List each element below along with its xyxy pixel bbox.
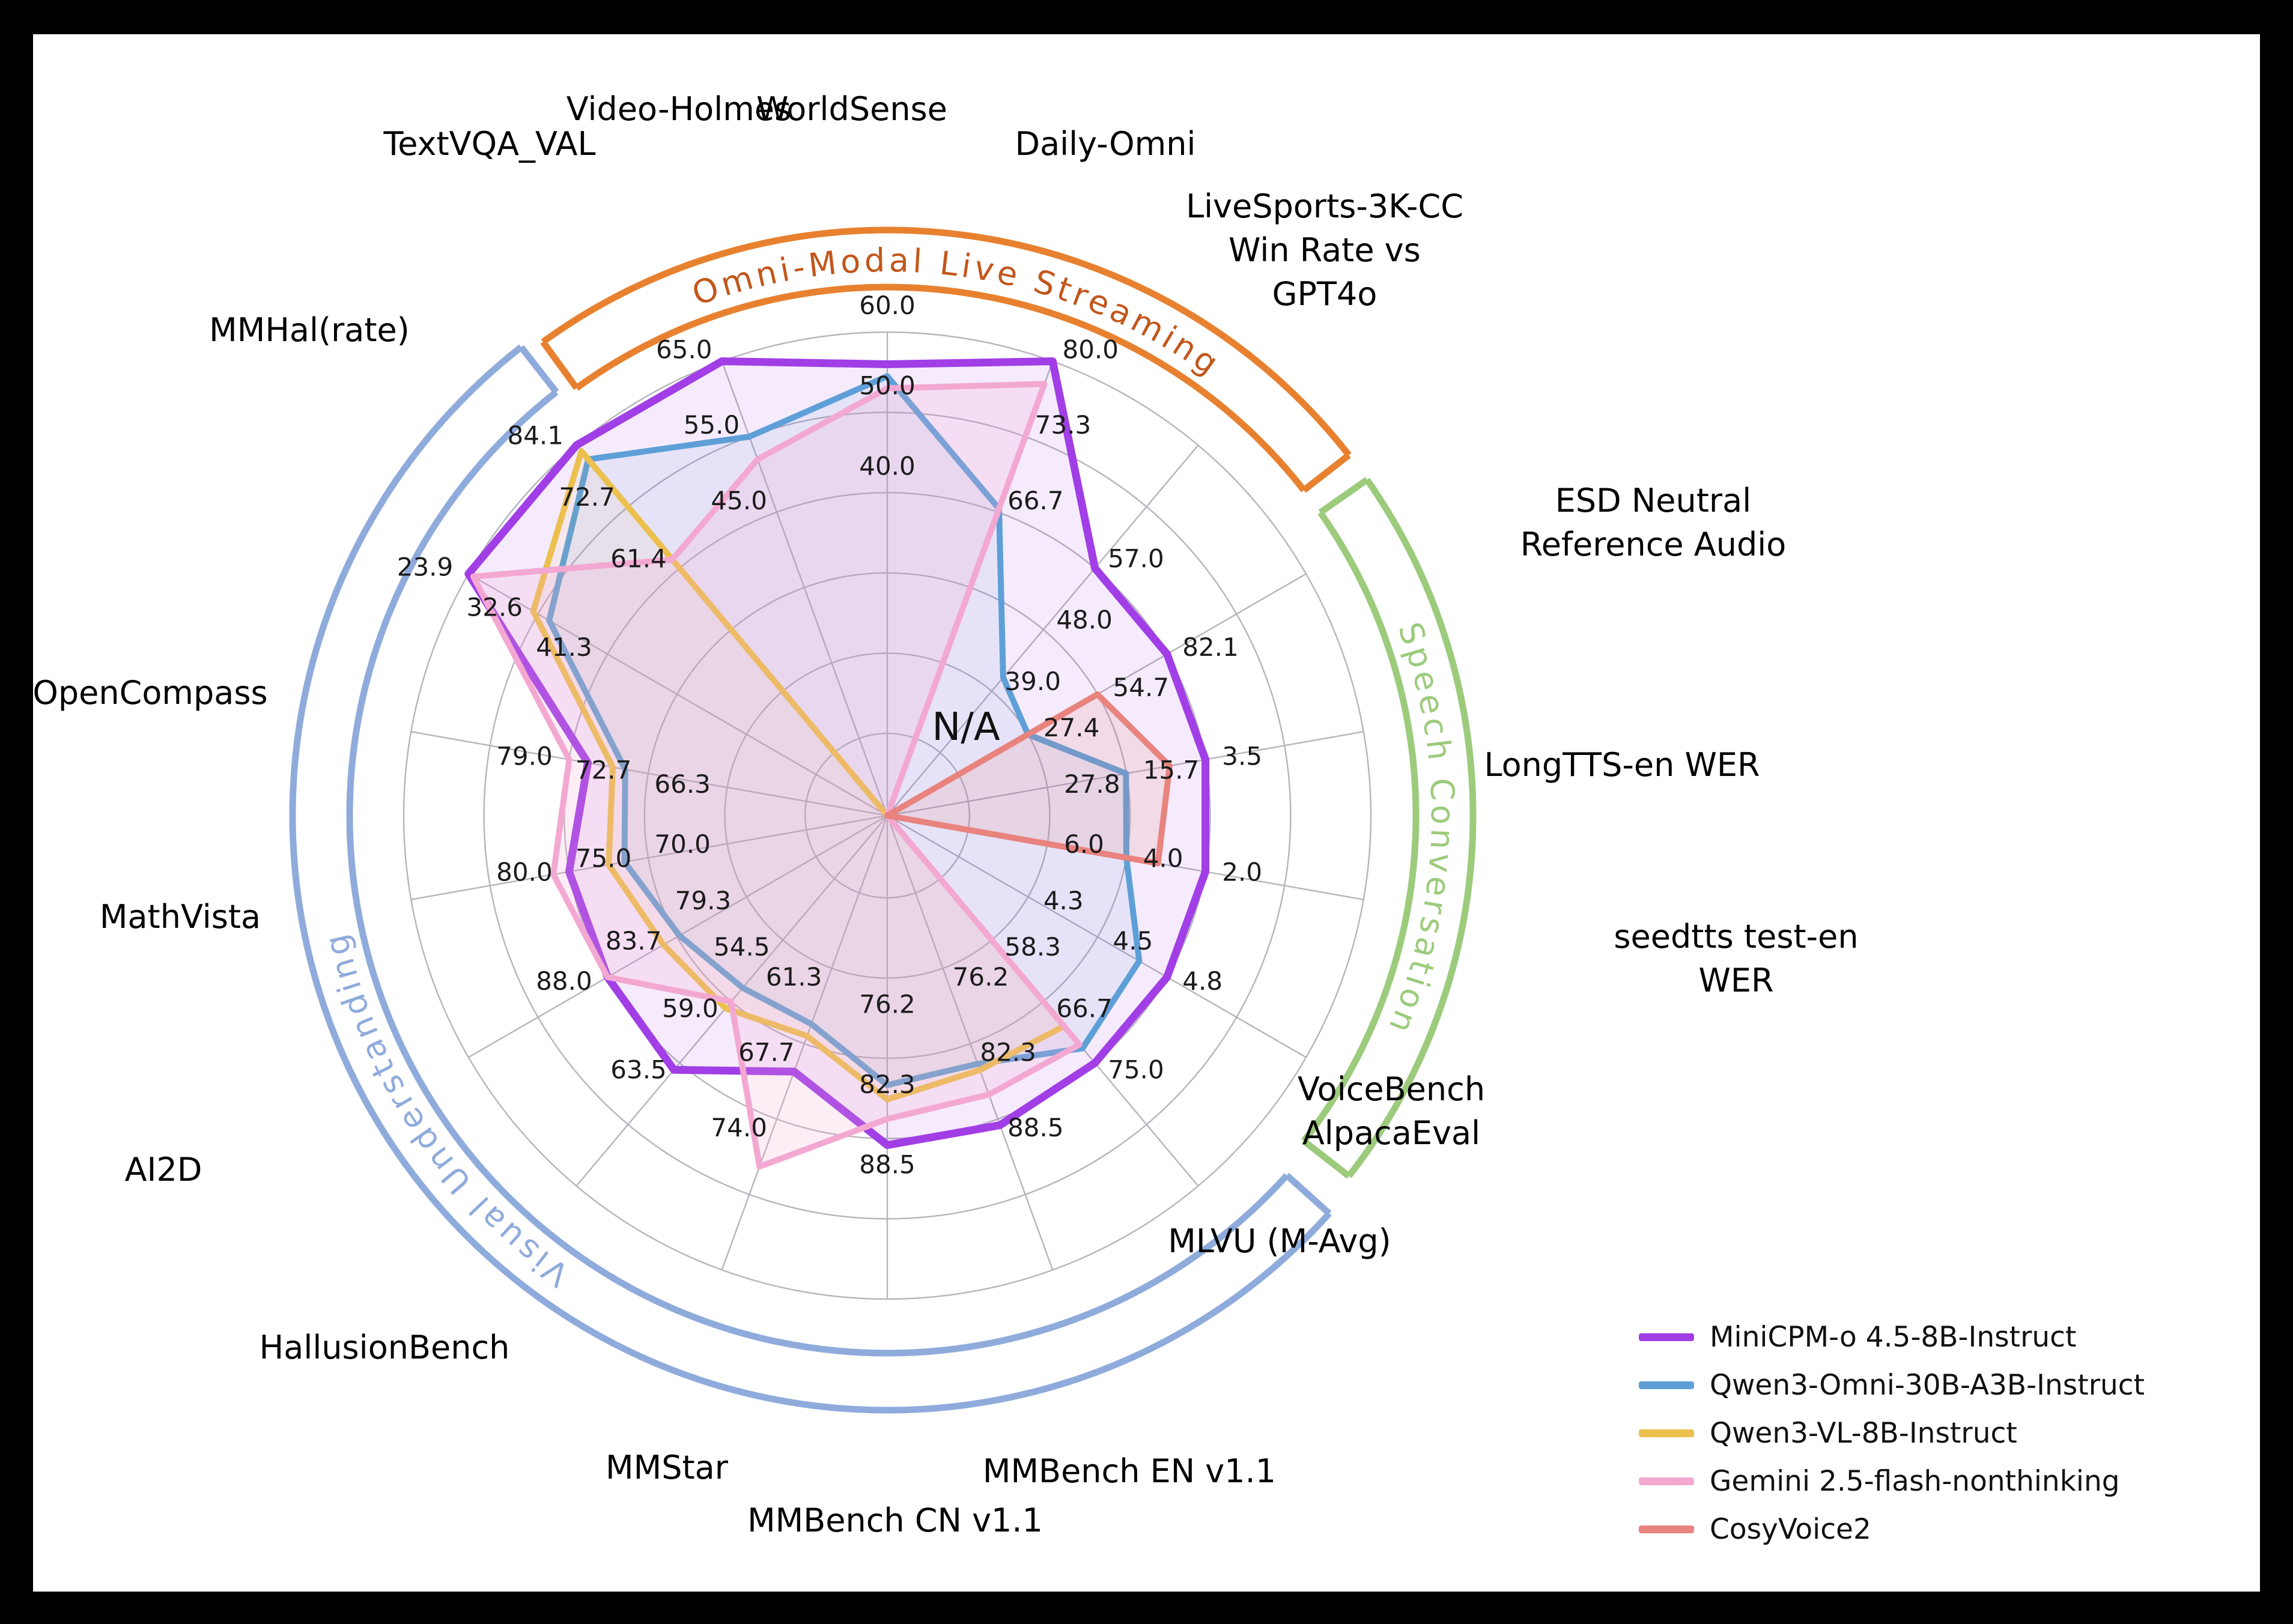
- legend: [1639, 1313, 2145, 1553]
- legend-item-qwen3-omni-30b-a3b-instruct: [1639, 1361, 2145, 1409]
- tick-label: 27.8: [1064, 769, 1120, 799]
- tick-label: 82.3: [859, 1070, 916, 1100]
- tick-label: 4.5: [1113, 926, 1153, 956]
- tick-label: 3.5: [1222, 741, 1263, 771]
- tick-label: 4.3: [1043, 886, 1084, 916]
- axis-label-opencompass: OpenCompass: [32, 674, 268, 712]
- axis-label-longtts-en-wer: LongTTS-en WER: [1484, 746, 1760, 784]
- tick-label: 61.4: [610, 544, 667, 574]
- tick-label: 48.0: [1056, 605, 1113, 635]
- band-inner-arc: [1304, 512, 1416, 1141]
- tick-label: 54.5: [714, 932, 770, 962]
- tick-label: 66.7: [1056, 993, 1113, 1023]
- tick-label: 50.0: [859, 371, 916, 401]
- axis-label-mlvu-m-avg-: MLVU (M-Avg): [1168, 1222, 1391, 1260]
- axis-label-esd-neutral-reference-audio: ESD Neutral Reference Audio: [1520, 482, 1787, 563]
- tick-label: 88.5: [859, 1150, 916, 1180]
- axis-label-mmbench-cn-v1-1: MMBench CN v1.1: [747, 1501, 1043, 1539]
- tick-label: 66.3: [654, 769, 711, 799]
- tick-label: 80.0: [496, 857, 553, 887]
- legend-label: CosyVoice2: [1710, 1512, 1871, 1546]
- tick-label: 45.0: [711, 485, 767, 515]
- tick-label: 58.3: [1004, 932, 1061, 962]
- legend-swatch: [1639, 1526, 1694, 1533]
- tick-label: 79.3: [675, 886, 732, 916]
- axis-label-livesports-3k-cc-win-rate-vs-gpt4o: LiveSports-3K-CC Win Rate vs GPT4o: [1186, 187, 1463, 313]
- legend-item-gemini-2-5-flash-nonthinking: [1639, 1457, 2145, 1505]
- tick-label: 75.0: [1108, 1055, 1164, 1085]
- tick-label: 39.0: [1004, 667, 1061, 697]
- band-end-cap: [1320, 480, 1367, 512]
- tick-label: 84.1: [507, 420, 563, 450]
- axis-label-hallusionbench: HallusionBench: [259, 1329, 510, 1366]
- tick-label: 41.3: [536, 632, 592, 662]
- tick-label: 55.0: [683, 410, 740, 440]
- tick-label: 76.2: [952, 962, 1009, 992]
- na-label: N/A: [932, 705, 1000, 750]
- tick-label: 57.0: [1108, 544, 1164, 574]
- axis-label-mmbench-en-v1-1: MMBench EN v1.1: [982, 1452, 1277, 1490]
- axis-label-seedtts-test-en-wer: seedtts test-en WER: [1614, 918, 1859, 999]
- tick-label: 15.7: [1143, 755, 1200, 785]
- band-end-cap: [1304, 455, 1349, 490]
- tick-label: 82.1: [1182, 632, 1239, 662]
- tick-label: 2.0: [1222, 857, 1263, 887]
- tick-label: 27.4: [1043, 712, 1100, 742]
- axis-label-mmhal-rate-: MMHal(rate): [209, 311, 410, 349]
- tick-label: 79.0: [496, 741, 553, 771]
- tick-label: 67.7: [738, 1037, 795, 1067]
- axis-label-voicebench-alpacaeval: VoiceBench AlpacaEval: [1297, 1070, 1486, 1152]
- legend-item-qwen3-vl-8b-instruct: [1639, 1409, 2145, 1457]
- tick-label: 4.0: [1143, 843, 1183, 873]
- legend-swatch: [1639, 1333, 1694, 1341]
- tick-label: 32.6: [466, 592, 523, 622]
- tick-label: 40.0: [859, 451, 916, 481]
- tick-label: 66.7: [1007, 485, 1064, 515]
- tick-label: 76.2: [859, 989, 916, 1019]
- legend-swatch: [1639, 1429, 1694, 1437]
- tick-label: 63.5: [610, 1055, 667, 1085]
- category-band-label: Visual Understanding: [316, 927, 576, 1294]
- tick-label: 70.0: [654, 829, 711, 859]
- tick-label: 73.3: [1034, 410, 1092, 440]
- category-band-label: Omni-Modal Live Streaming: [687, 241, 1229, 384]
- legend-item-cosyvoice2: [1639, 1505, 2145, 1553]
- tick-label: 74.0: [711, 1113, 767, 1143]
- axis-label-daily-omni: Daily-Omni: [1015, 125, 1196, 163]
- legend-label: Qwen3-VL-8B-Instruct: [1710, 1416, 2017, 1450]
- axis-label-mmstar: MMStar: [606, 1449, 728, 1486]
- tick-label: 6.0: [1064, 829, 1104, 859]
- tick-label: 83.7: [605, 926, 662, 956]
- tick-label: 88.0: [536, 966, 592, 996]
- tick-label: 75.0: [575, 843, 632, 873]
- legend-label: Gemini 2.5-flash-nonthinking: [1710, 1464, 2120, 1498]
- legend-swatch: [1639, 1477, 1694, 1485]
- tick-label: 61.3: [765, 962, 822, 992]
- legend-item-minicpm-o-4-5-8b-instruct: [1639, 1313, 2145, 1361]
- tick-label: 60.0: [859, 291, 916, 320]
- axis-label-video-holmes: Video-Holmes: [566, 90, 792, 128]
- axis-label-ai2d: AI2D: [124, 1151, 202, 1189]
- tick-label: 88.5: [1007, 1113, 1064, 1143]
- category-band-label: Speech Conversation: [1380, 617, 1462, 1042]
- legend-label: MiniCPM-o 4.5-8B-Instruct: [1710, 1320, 2077, 1354]
- band-end-cap: [1287, 1175, 1329, 1214]
- legend-label: Qwen3-Omni-30B-A3B-Instruct: [1710, 1368, 2145, 1402]
- legend-swatch: [1639, 1381, 1694, 1389]
- tick-label: 72.7: [559, 482, 615, 512]
- axis-label-mathvista: MathVista: [99, 898, 261, 936]
- tick-label: 72.7: [575, 755, 632, 785]
- tick-label: 80.0: [1062, 335, 1119, 365]
- axis-label-worldsense: WorldSense: [756, 90, 947, 128]
- axis-label-textvqa-val: TextVQA_VAL: [383, 125, 596, 163]
- tick-label: 4.8: [1182, 966, 1223, 996]
- tick-label: 23.9: [396, 552, 454, 582]
- tick-label: 65.0: [656, 335, 712, 365]
- tick-label: 59.0: [662, 993, 718, 1023]
- tick-label: 82.3: [980, 1037, 1036, 1067]
- tick-label: 54.7: [1113, 672, 1170, 702]
